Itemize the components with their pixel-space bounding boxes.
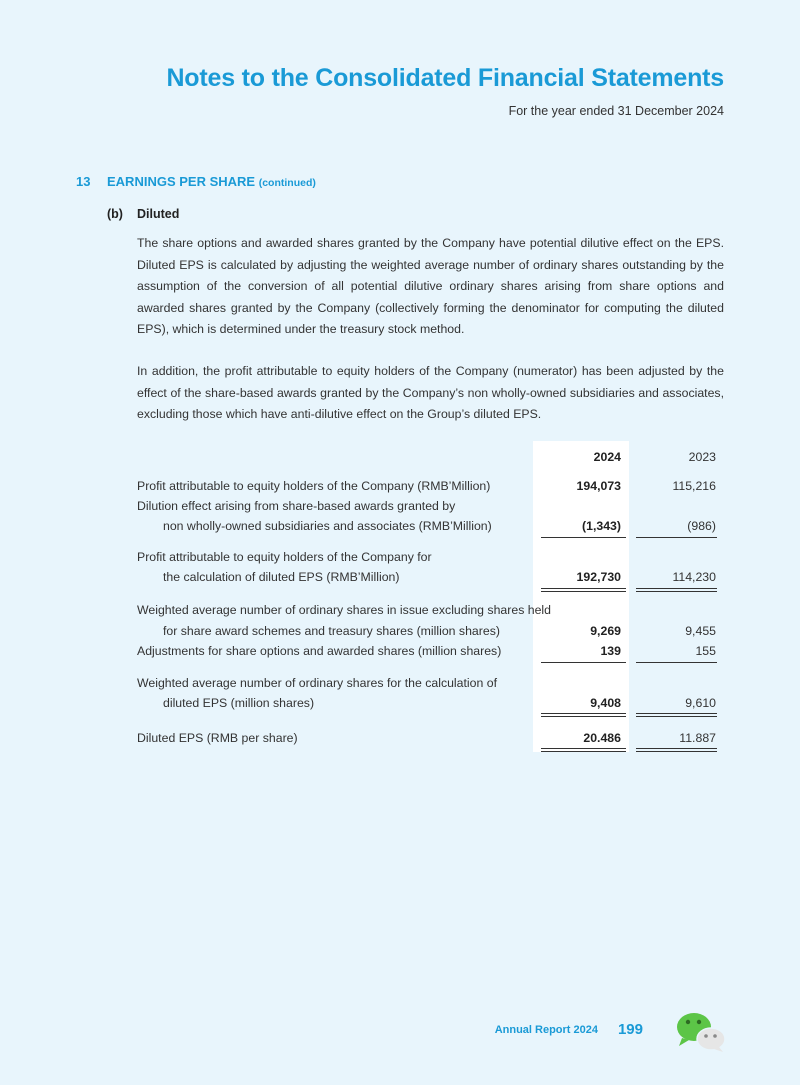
paragraph-1: The share options and awarded shares granted by the Company have potential dilutive effect on the EPS. Diluted EPS is calculated by adjusting the weighted average number of ordinary shares outstanding by the assumption of the conversion of all potential dilutive ordinary shares arising from share options and awarded shares granted by the Company (collectively forming the denominator for computing the diluted EPS), which is determined under the treasury stock method.: [137, 236, 724, 336]
row-label: Dilution effect arising from share-based awards granted by: [137, 499, 456, 513]
row-label: Profit attributable to equity holders of the Company for: [137, 550, 432, 564]
cell-2024: 9,269: [590, 624, 621, 638]
total-rule-bottom: [636, 716, 717, 717]
cell-2024: 20.486: [583, 731, 621, 745]
cell-2023: 9,610: [685, 696, 716, 710]
cell-2024: (1,343): [582, 519, 621, 533]
cell-2024: 139: [600, 644, 621, 658]
section-number: 13: [76, 174, 91, 189]
page-subtitle: For the year ended 31 December 2024: [508, 104, 724, 118]
wechat-logo-icon: [676, 1011, 726, 1053]
subtotal-rule: [541, 537, 626, 538]
total-rule-top: [541, 588, 626, 589]
row-label-cont: diluted EPS (million shares): [163, 696, 315, 710]
cell-2023: 115,216: [672, 479, 716, 493]
row-label: Weighted average number of ordinary shares for the calculation of: [137, 676, 498, 690]
cell-2024: 9,408: [590, 696, 621, 710]
column-header-2023: 2023: [688, 450, 716, 464]
subtotal-rule: [636, 662, 717, 663]
section-title: EARNINGS PER SHARE: [107, 174, 256, 189]
cell-2023: 155: [695, 644, 716, 658]
total-rule-bottom: [541, 591, 626, 592]
paragraph-2: In addition, the profit attributable to equity holders of the Company (numerator) has been adjusted by the effect of the share-based awards granted by the Company’s non wholly-owned subsidiaries and associates, excluding those which have anti-dilutive effect on the Group’s diluted EPS.: [137, 364, 724, 421]
subsection-title: Diluted: [137, 207, 180, 221]
section-continued: (continued): [258, 177, 316, 189]
cell-2023: (986): [687, 519, 716, 533]
cell-2023: 11.887: [679, 731, 716, 745]
total-rule-top: [636, 713, 717, 714]
cell-2024: 194,073: [576, 479, 621, 493]
row-label: Adjustments for share options and awarded shares (million shares): [137, 644, 502, 658]
total-rule-bottom: [636, 591, 717, 592]
subsection-letter: (b): [107, 207, 123, 221]
total-rule-bottom: [541, 716, 626, 717]
total-rule-top: [541, 713, 626, 714]
row-label: Diluted EPS (RMB per share): [137, 731, 298, 745]
cell-2023: 9,455: [685, 624, 716, 638]
row-label: Profit attributable to equity holders of the Company (RMB’Million): [137, 479, 491, 493]
subtotal-rule: [541, 662, 626, 663]
total-rule-top: [636, 748, 717, 749]
row-label: Weighted average number of ordinary shares in issue excluding shares held: [137, 603, 552, 617]
total-rule-bottom: [636, 751, 717, 752]
total-rule-top: [636, 588, 717, 589]
cell-2023: 114,230: [672, 570, 716, 584]
row-label-cont: for share award schemes and treasury shares (million shares): [163, 624, 500, 638]
subtotal-rule: [636, 537, 717, 538]
page-number: 199: [617, 1021, 643, 1038]
footer-report-label: Annual Report 2024: [494, 1024, 598, 1036]
row-label-cont: non wholly-owned subsidiaries and associates (RMB’Million): [163, 519, 492, 533]
cell-2024: 192,730: [576, 570, 621, 584]
row-label-cont: the calculation of diluted EPS (RMB’Million): [163, 570, 400, 584]
page-title: Notes to the Consolidated Financial Statements: [166, 64, 724, 92]
total-rule-bottom: [541, 751, 626, 752]
total-rule-top: [541, 748, 626, 749]
column-header-2024: 2024: [593, 450, 621, 464]
